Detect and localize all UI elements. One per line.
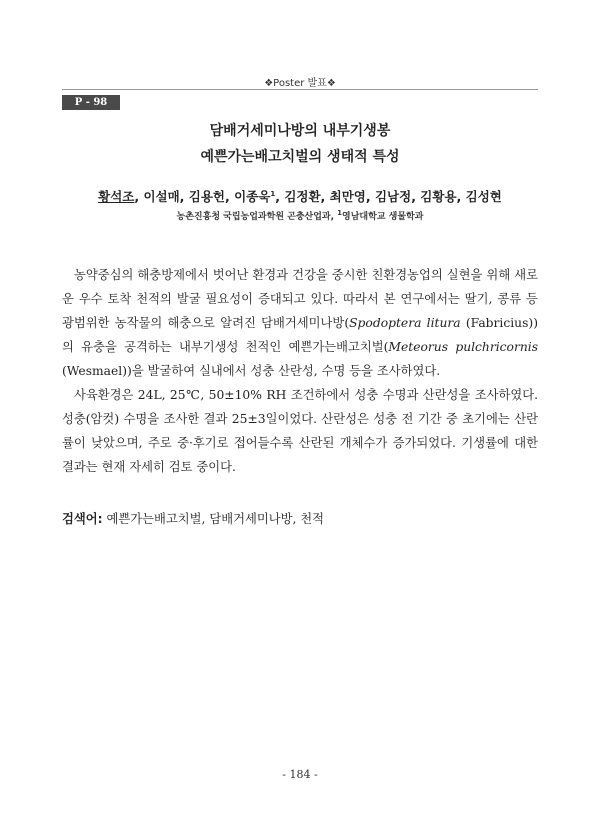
author-list xyxy=(62,187,538,205)
abstract-body xyxy=(62,263,538,479)
keywords-text: 예쁜가는배고치벌, 담배거세미나방, 천적 xyxy=(102,512,325,526)
title-line-1: 담배거세미나방의 내부기생봉 xyxy=(209,123,391,139)
keywords xyxy=(62,509,538,527)
abstract-p1-text-c: (Wesmael))을 발굴하여 실내에서 성충 산란성, 수명 등을 조사하였다. xyxy=(62,364,441,378)
poster-code-badge: P - 98 xyxy=(62,95,120,110)
abstract-paragraph-1 xyxy=(62,263,538,383)
authors-rest: , 김정환, 최만영, 김남정, 김황용, 김성현 xyxy=(275,189,502,204)
page-number: - 184 - xyxy=(282,768,318,781)
affiliation-mark: 1 xyxy=(337,209,343,217)
abstract-p1-text-a: 농약중심의 해충방제에서 벗어난 환경과 건강을 중시한 친환경농업의 실현을 위해 새로운 우수 토착 천적의 발굴 필요성이 증대되고 있다. 따라서 본 연구에서는 딸기, 콩류 등 광범위한 농작물의 해충으로 알려진 담배거세미나방( xyxy=(62,268,538,330)
abstract-p1-text-b: (Fabricius))의 유충을 공격하는 내부기생성 천적인 예쁜가는배고치벌( xyxy=(62,316,538,354)
species-name-meteorus: Meteorus pulchricornis xyxy=(388,340,538,354)
species-name-spodoptera: Spodoptera litura xyxy=(349,316,461,330)
abstract-paragraph-2: 사육환경은 24L, 25℃, 50±10% RH 조건하에서 성충 수명과 산란성을 조사하였다. 성충(암컷) 수명을 조사한 결과 25±3일이었다. 산란성은 성충 전 기간 중 초기에는 산란률이 낮았으며, 주로 중·후기로 접어들수록 산란된 개체수가 증가되었다. 기생률에 대한 결과는 현재 자세히 검토 중이다. xyxy=(62,388,538,474)
author-affil-mark: 1 xyxy=(270,189,276,198)
keywords-label: 검색어: xyxy=(62,512,103,526)
presenting-author: 황석조 xyxy=(98,189,135,204)
title-line-2: 예쁜가는배고치벌의 생태적 특성 xyxy=(200,149,400,165)
header-rule xyxy=(62,89,538,90)
authors-middle: , 이설매, 김용헌, 이종욱 xyxy=(134,189,271,204)
running-header: ❖Poster 발표❖ xyxy=(264,78,336,89)
affiliation-main: 농촌진흥청 국립농업과학원 곤충산업과, xyxy=(176,212,338,222)
affiliation-second: 영남대학교 생물학과 xyxy=(342,212,424,222)
affiliation xyxy=(62,209,538,222)
